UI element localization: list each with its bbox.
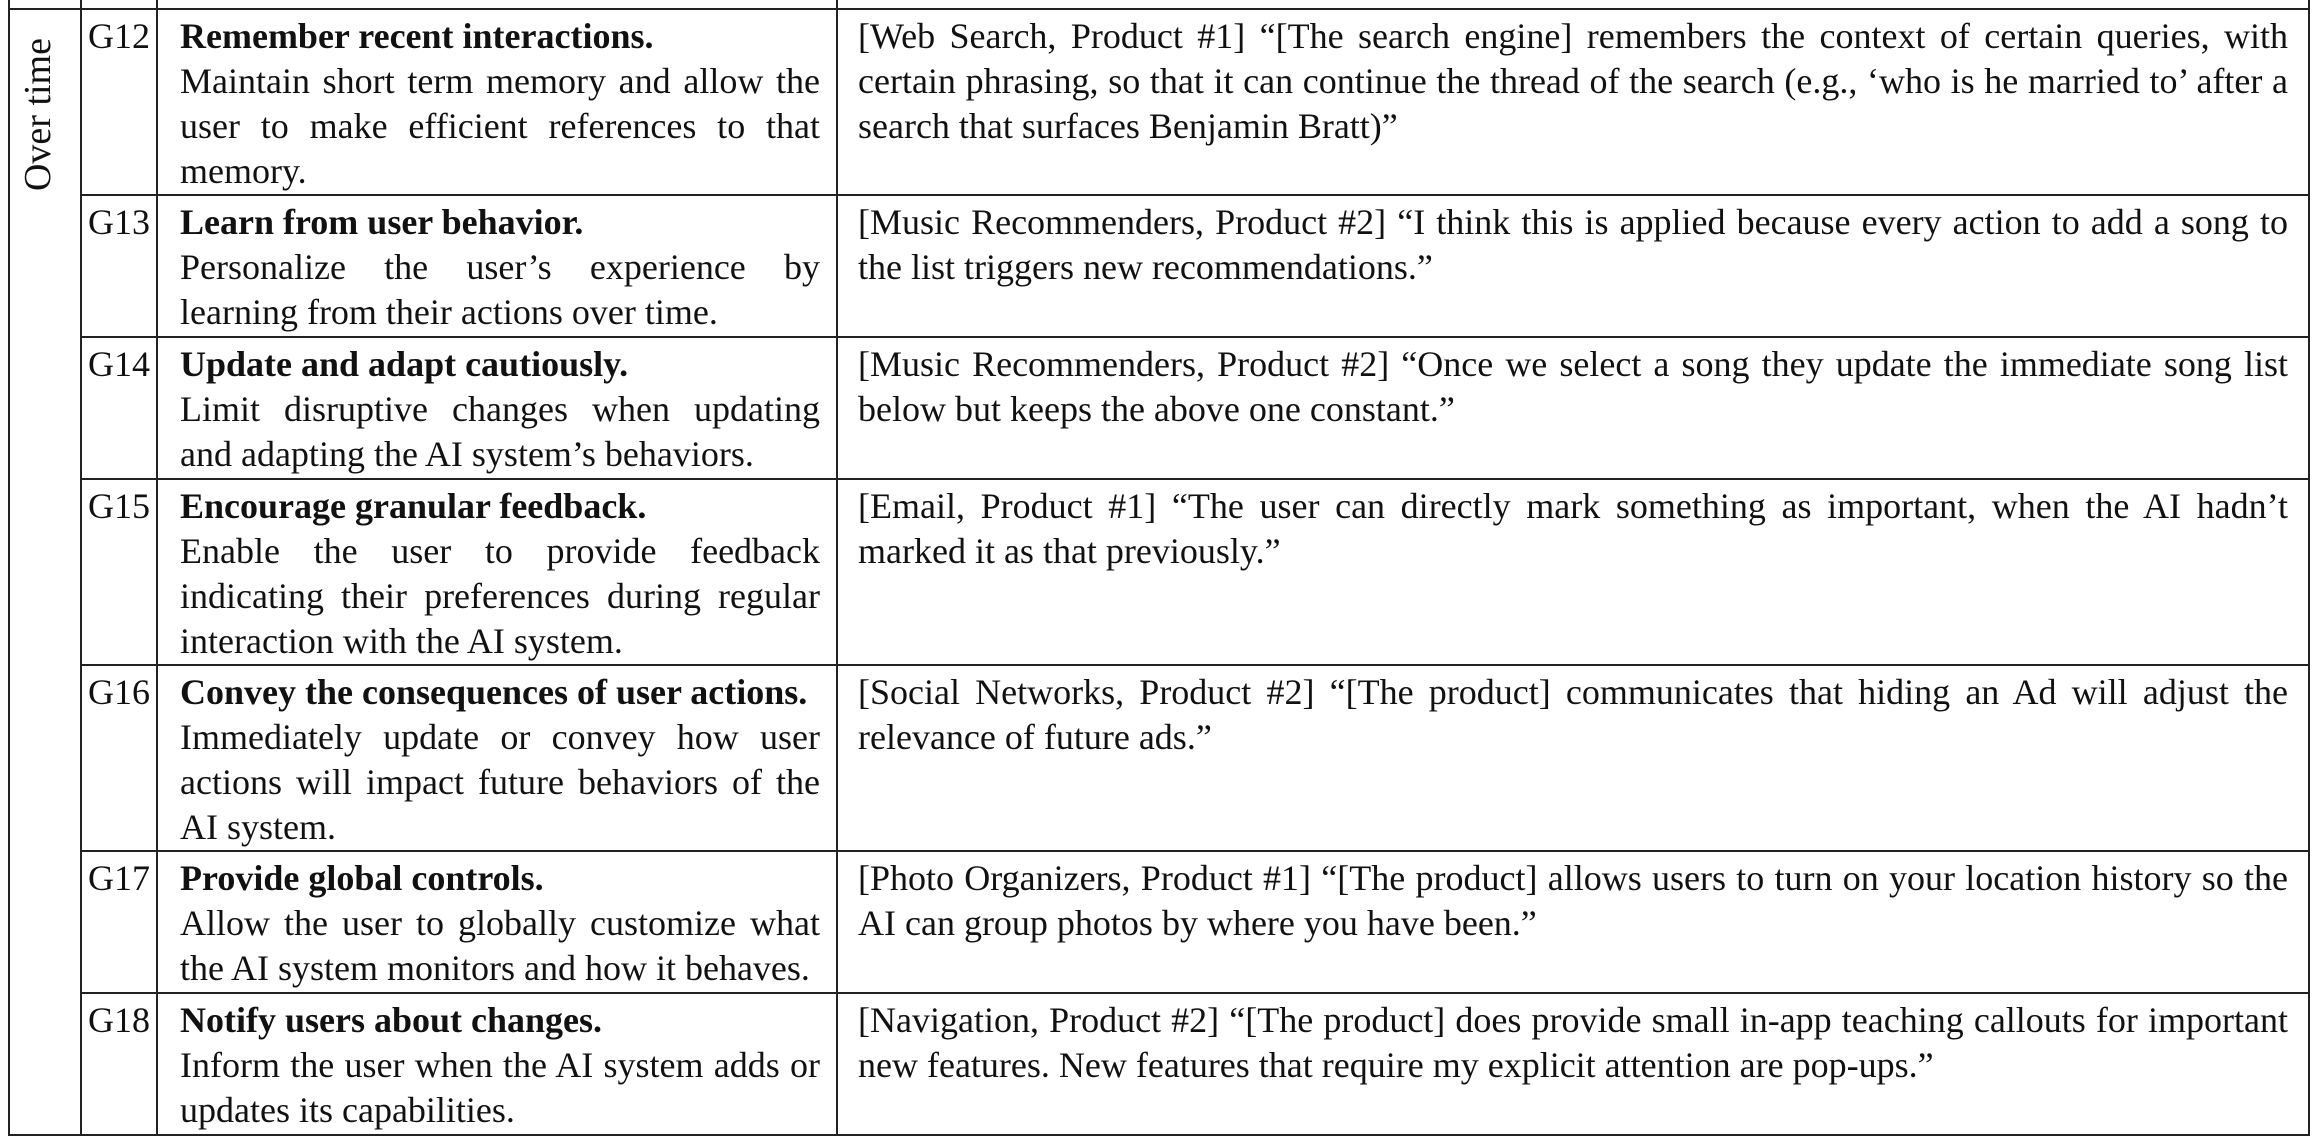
guideline-id: G14: [81, 337, 157, 479]
guideline-description: Personalize the user’s experience by learning from their actions over time.: [180, 247, 820, 332]
guideline-title: Notify users about changes.: [180, 1000, 603, 1040]
example-cell: [Web Search, Product #1] “[The search engine] remembers the context of certain queries, with certain phrasing, so that it can continue the thread of the search (e.g., ‘who is he married to’ after a search that surfaces Benjamin Bratt)”: [837, 9, 2309, 195]
guideline-description: Enable the user to provide feedback indicating their preferences during regular interaction with the AI system.: [180, 531, 820, 661]
guideline-id: G12: [81, 9, 157, 195]
example-cell: [Music Recommenders, Product #2] “Once we select a song they update the immediate song list below but keeps the above one constant.”: [837, 337, 2309, 479]
guideline-description: Maintain short term memory and allow the user to make efficient references to that memory.: [180, 61, 820, 191]
guideline-cell: [157, 195, 837, 337]
example-cell: [Social Networks, Product #2] “[The product] communicates that hiding an Ad will adjust the relevance of future ads.”: [837, 665, 2309, 851]
guideline-title: Provide global controls.: [180, 858, 544, 898]
category-cell: [9, 9, 81, 1135]
table-row: [9, 479, 2309, 665]
guideline-cell: [157, 337, 837, 479]
guideline-cell: [157, 479, 837, 665]
guideline-id: G16: [81, 665, 157, 851]
example-cell: [Email, Product #1] “The user can directly mark something as important, when the AI hadn’t marked it as that previously.”: [837, 479, 2309, 665]
guideline-cell: [157, 851, 837, 993]
guideline-id: G13: [81, 195, 157, 337]
table-row: [9, 9, 2309, 195]
guideline-title: Encourage granular feedback.: [180, 486, 647, 526]
example-cell: [Photo Organizers, Product #1] “[The product] allows users to turn on your location history so the AI can group photos by where you have been.”: [837, 851, 2309, 993]
table-row: [9, 195, 2309, 337]
table-row-previous: [9, 0, 2309, 9]
guideline-title: Update and adapt cautiously.: [180, 344, 629, 384]
guideline-id: G17: [81, 851, 157, 993]
guideline-description: Inform the user when the AI system adds or updates its capabilities.: [180, 1045, 820, 1130]
example-cell: [Navigation, Product #2] “[The product] does provide small in-app teaching callouts for important new features. New features that require my explicit attention are pop-ups.”: [837, 993, 2309, 1135]
guideline-title: Convey the consequences of user actions.: [180, 672, 808, 712]
guidelines-table: [8, 0, 2310, 1136]
table-row: [9, 993, 2309, 1135]
category-label: Over time: [17, 38, 59, 192]
guideline-cell: [157, 993, 837, 1135]
table-row: [9, 851, 2309, 993]
guideline-cell: [157, 9, 837, 195]
guideline-description: Immediately update or convey how user actions will impact future behaviors of the AI system.: [180, 717, 820, 847]
guideline-cell: [157, 665, 837, 851]
table-row: [9, 337, 2309, 479]
guideline-title: Learn from user behavior.: [180, 202, 584, 242]
example-cell: [Music Recommenders, Product #2] “I think this is applied because every action to add a song to the list triggers new recommendations.”: [837, 195, 2309, 337]
table-row: [9, 665, 2309, 851]
guideline-id: G15: [81, 479, 157, 665]
guideline-id: G18: [81, 993, 157, 1135]
guideline-description: Limit disruptive changes when updating and adapting the AI system’s behaviors.: [180, 389, 820, 474]
guideline-description: Allow the user to globally customize what the AI system monitors and how it behaves.: [180, 903, 820, 988]
guideline-title: Remember recent interactions.: [180, 16, 654, 56]
